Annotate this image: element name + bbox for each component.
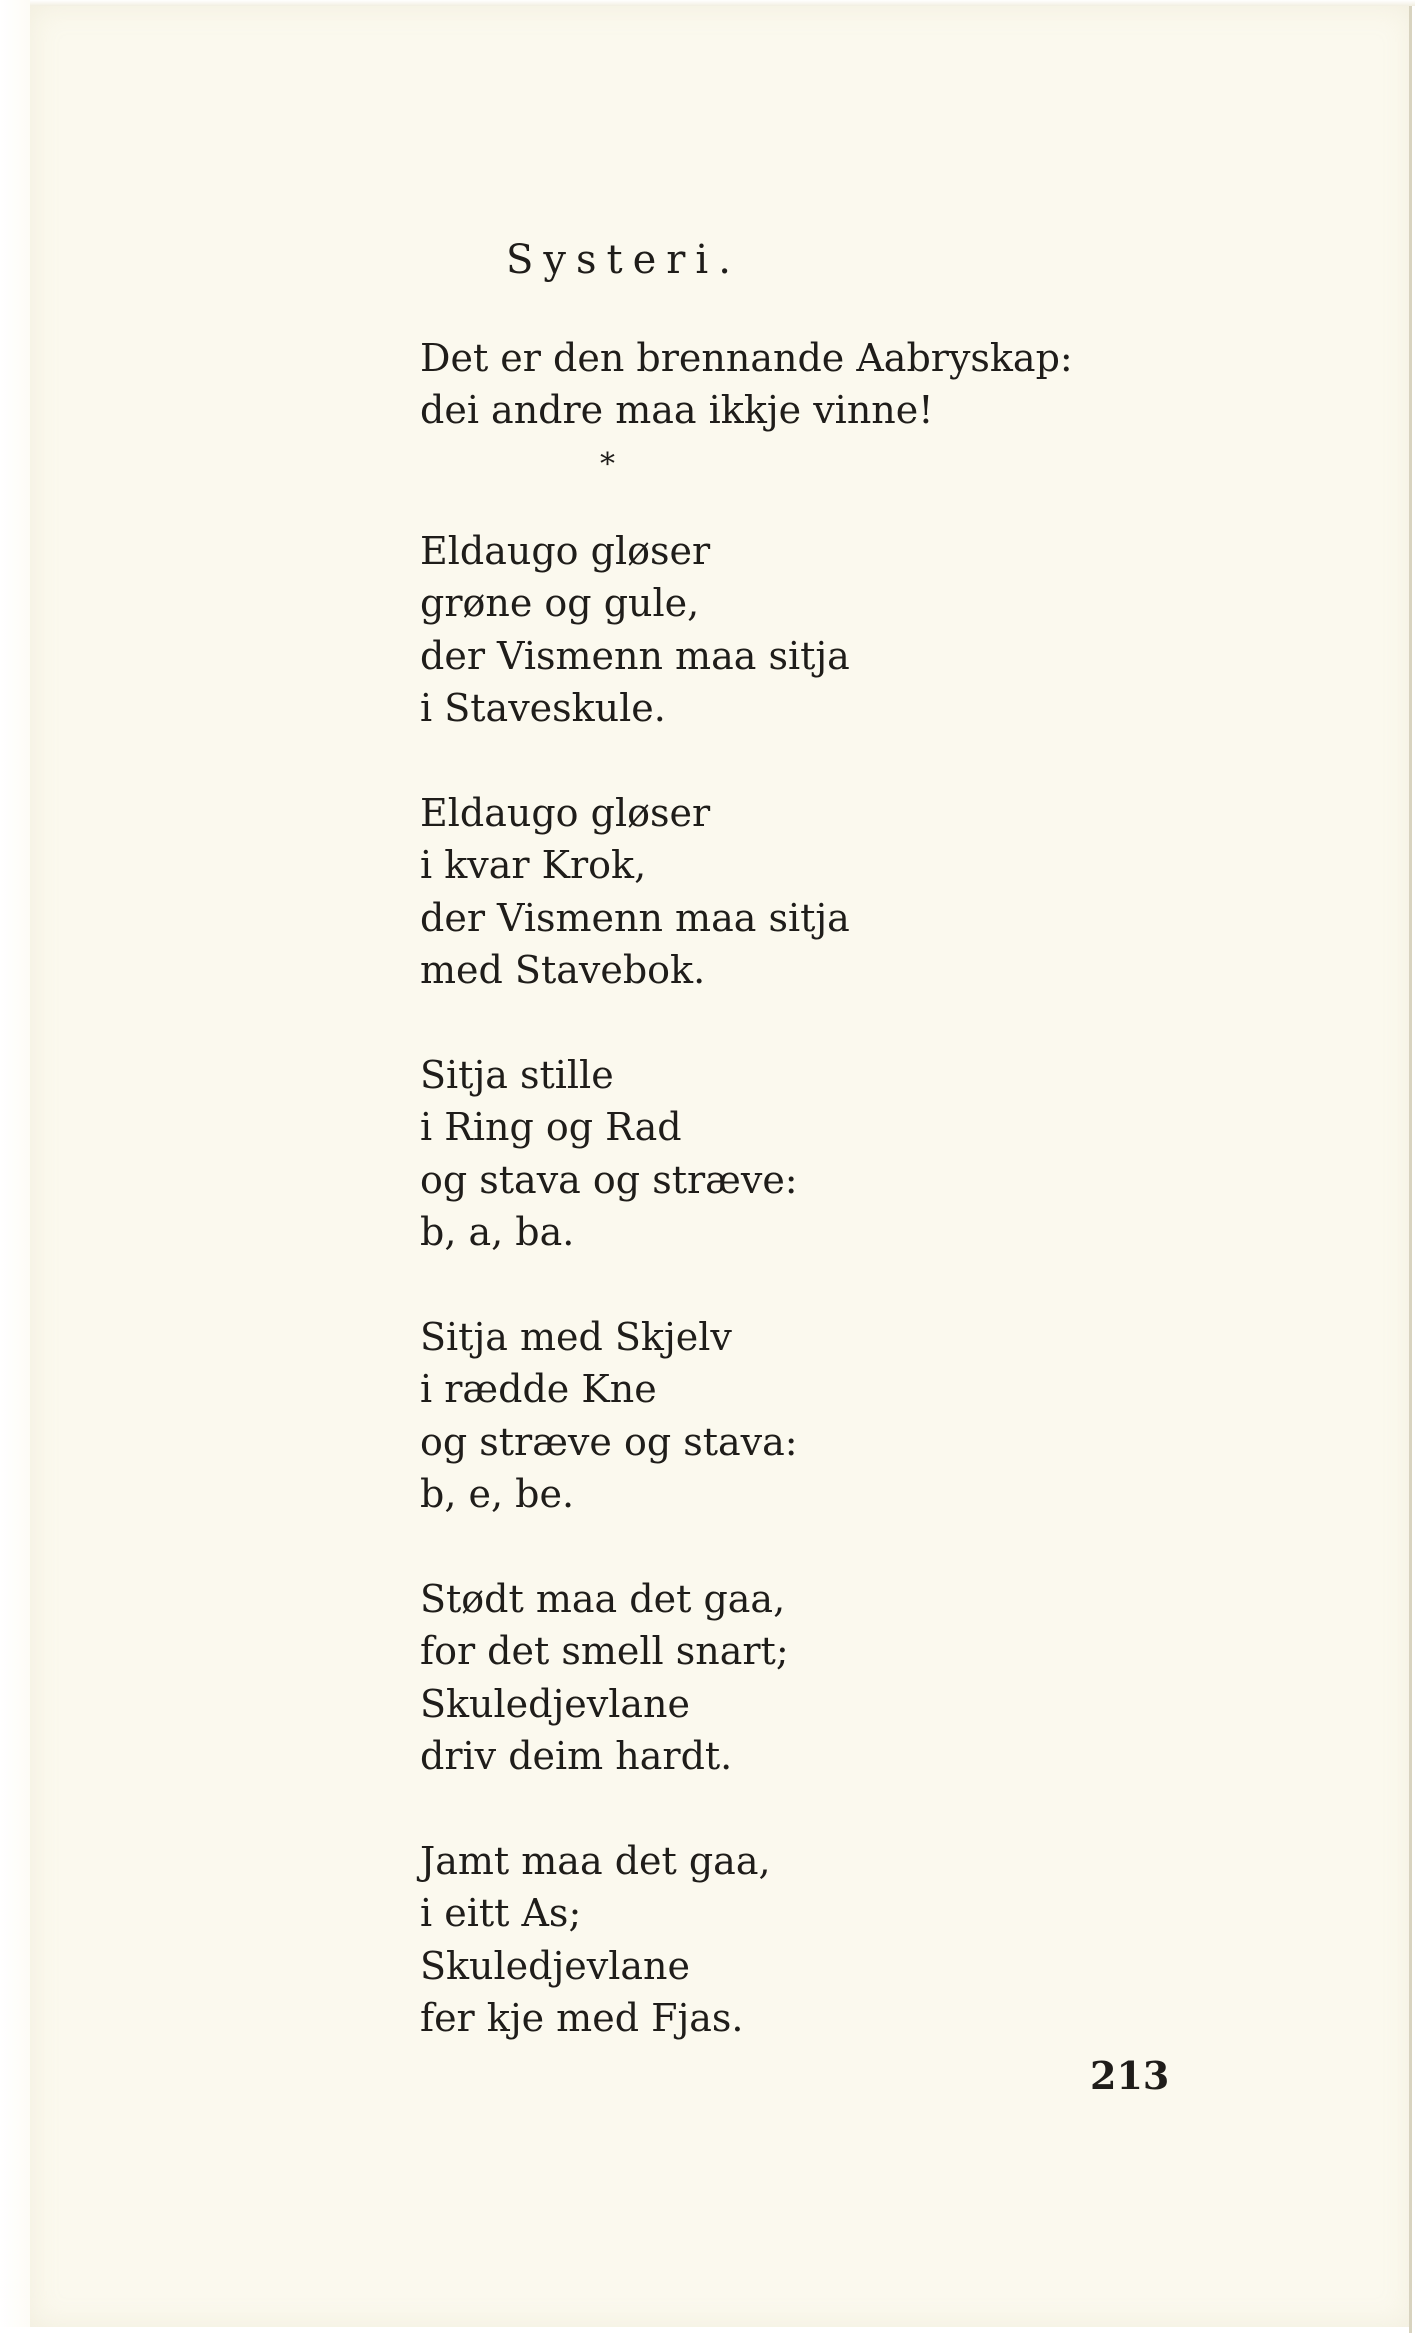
stanza-3	[420, 1049, 1320, 1259]
poem-line: b, e, be.	[420, 1472, 575, 1517]
poem-line: dei andre maa ikkje vinne!	[420, 388, 934, 433]
poem-line: med Stavebok.	[420, 948, 706, 993]
poem-line: og stava og stræve:	[420, 1157, 798, 1202]
poem-line: b, a, ba.	[420, 1210, 575, 1255]
poem-line: Jamt maa det gaa,	[420, 1838, 771, 1883]
stanza-4	[420, 1311, 1320, 1521]
poem-line: Sitja stille	[420, 1052, 614, 1097]
poem-line: i kvar Krok,	[420, 843, 647, 888]
poem-line: Skuledjevlane	[420, 1681, 691, 1726]
poem-line: driv deim hardt.	[420, 1734, 733, 1779]
poem-line: grøne og gule,	[420, 581, 700, 626]
poem-line: Stødt maa det gaa,	[420, 1576, 786, 1621]
asterisk-separator: *	[600, 446, 615, 482]
poem-line: og stræve og stava:	[420, 1419, 798, 1464]
poem-line: for det smell snart;	[420, 1629, 789, 1674]
poem-line: Sitja med Skjelv	[420, 1314, 732, 1359]
poem-line: Eldaugo gløser	[420, 528, 711, 573]
poem-line: der Vismenn maa sitja	[420, 895, 850, 940]
poem-intro	[420, 332, 1320, 437]
page-number: 213	[1090, 2053, 1170, 2098]
paper-right-edge	[1409, 6, 1412, 2333]
poem	[420, 230, 1320, 2097]
poem-line: Det er den brennande Aabryskap:	[420, 336, 1073, 380]
poem-line: Skuledjevlane	[420, 1943, 691, 1988]
poem-title: Systeri.	[506, 237, 741, 283]
poem-line: i rædde Kne	[420, 1367, 657, 1412]
poem-line: i eitt As;	[420, 1891, 582, 1936]
stanza-6	[420, 1835, 1320, 2045]
poem-line: Eldaugo gløser	[420, 790, 711, 835]
stanza-2	[420, 787, 1320, 997]
poem-line: i Staveskule.	[420, 686, 666, 731]
poem-line: i Ring og Rad	[420, 1105, 682, 1150]
poem-line: fer kje med Fjas.	[420, 1996, 744, 2041]
paper-left-margin	[0, 0, 30, 2327]
stanza-5	[420, 1573, 1320, 1783]
poem-line: der Vismenn maa sitja	[420, 633, 850, 678]
stanza-1	[420, 525, 1320, 735]
